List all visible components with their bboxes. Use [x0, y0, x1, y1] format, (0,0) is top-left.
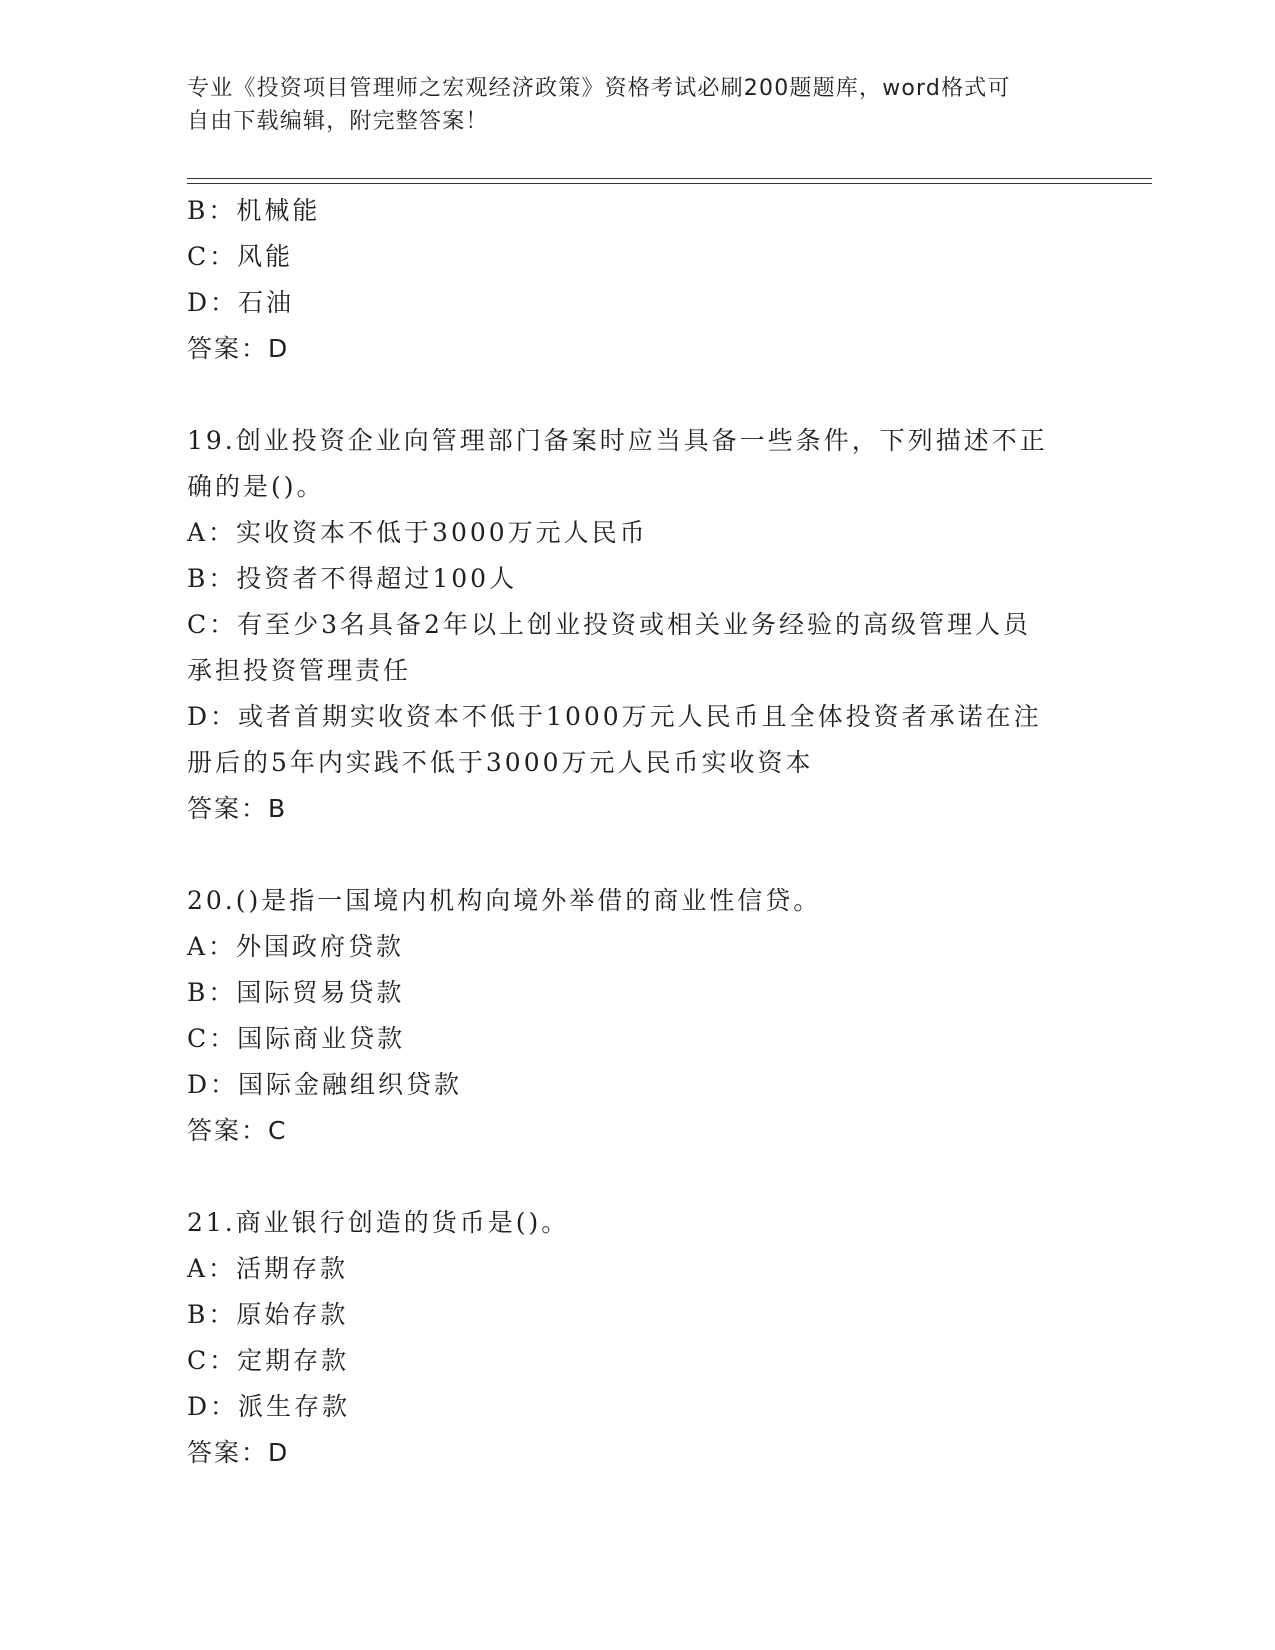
option-b: B：原始存款: [187, 1300, 349, 1329]
header-rule-bottom: [187, 183, 1152, 184]
question-21: [187, 1200, 1087, 1476]
option-c: C：风能: [187, 242, 294, 271]
answer: 答案：B: [187, 794, 288, 823]
question-18-tail: [187, 188, 1087, 372]
question-20: [187, 878, 1087, 1154]
question-stem-line-2: 确的是()。: [187, 472, 325, 501]
option-d: D：石油: [187, 288, 295, 317]
question-stem: 20.()是指一国境内机构向境外举借的商业性信贷。: [187, 886, 822, 915]
header-line-1: 专业《投资项目管理师之宏观经济政策》资格考试必刷200题题库，word格式可: [187, 76, 1011, 101]
option-a: A：外国政府贷款: [187, 932, 405, 961]
option-d-line-2: 册后的5年内实践不低于3000万元人民币实收资本: [187, 748, 814, 777]
spacer: [187, 372, 1087, 418]
option-b: B：投资者不得超过100人: [187, 564, 518, 593]
option-c-line-2: 承担投资管理责任: [187, 656, 412, 685]
question-19: [187, 418, 1087, 832]
option-d: D：派生存款: [187, 1392, 351, 1421]
question-stem-line-1: 19.创业投资企业向管理部门备案时应当具备一些条件，下列描述不正: [187, 426, 1048, 455]
question-stem: 21.商业银行创造的货币是()。: [187, 1208, 570, 1237]
header-rule-top: [187, 178, 1152, 179]
option-a: A：实收资本不低于3000万元人民币: [187, 518, 648, 547]
option-b: B：国际贸易贷款: [187, 978, 405, 1007]
page-header: [187, 72, 1067, 138]
option-c-line-1: C：有至少3名具备2年以上创业投资或相关业务经验的高级管理人员: [187, 610, 1031, 639]
answer: 答案：D: [187, 334, 290, 363]
spacer: [187, 832, 1087, 878]
option-d: D：国际金融组织贷款: [187, 1070, 463, 1099]
spacer: [187, 1154, 1087, 1200]
header-line-2: 自由下载编辑，附完整答案！: [187, 109, 489, 134]
option-a: A：活期存款: [187, 1254, 349, 1283]
answer: 答案：D: [187, 1438, 290, 1467]
answer: 答案：C: [187, 1116, 288, 1145]
option-d-line-1: D：或者首期实收资本不低于1000万元人民币且全体投资者承诺在注: [187, 702, 1042, 731]
question-list: [187, 188, 1087, 1476]
option-c: C：定期存款: [187, 1346, 350, 1375]
option-c: C：国际商业贷款: [187, 1024, 406, 1053]
option-b: B：机械能: [187, 196, 321, 225]
